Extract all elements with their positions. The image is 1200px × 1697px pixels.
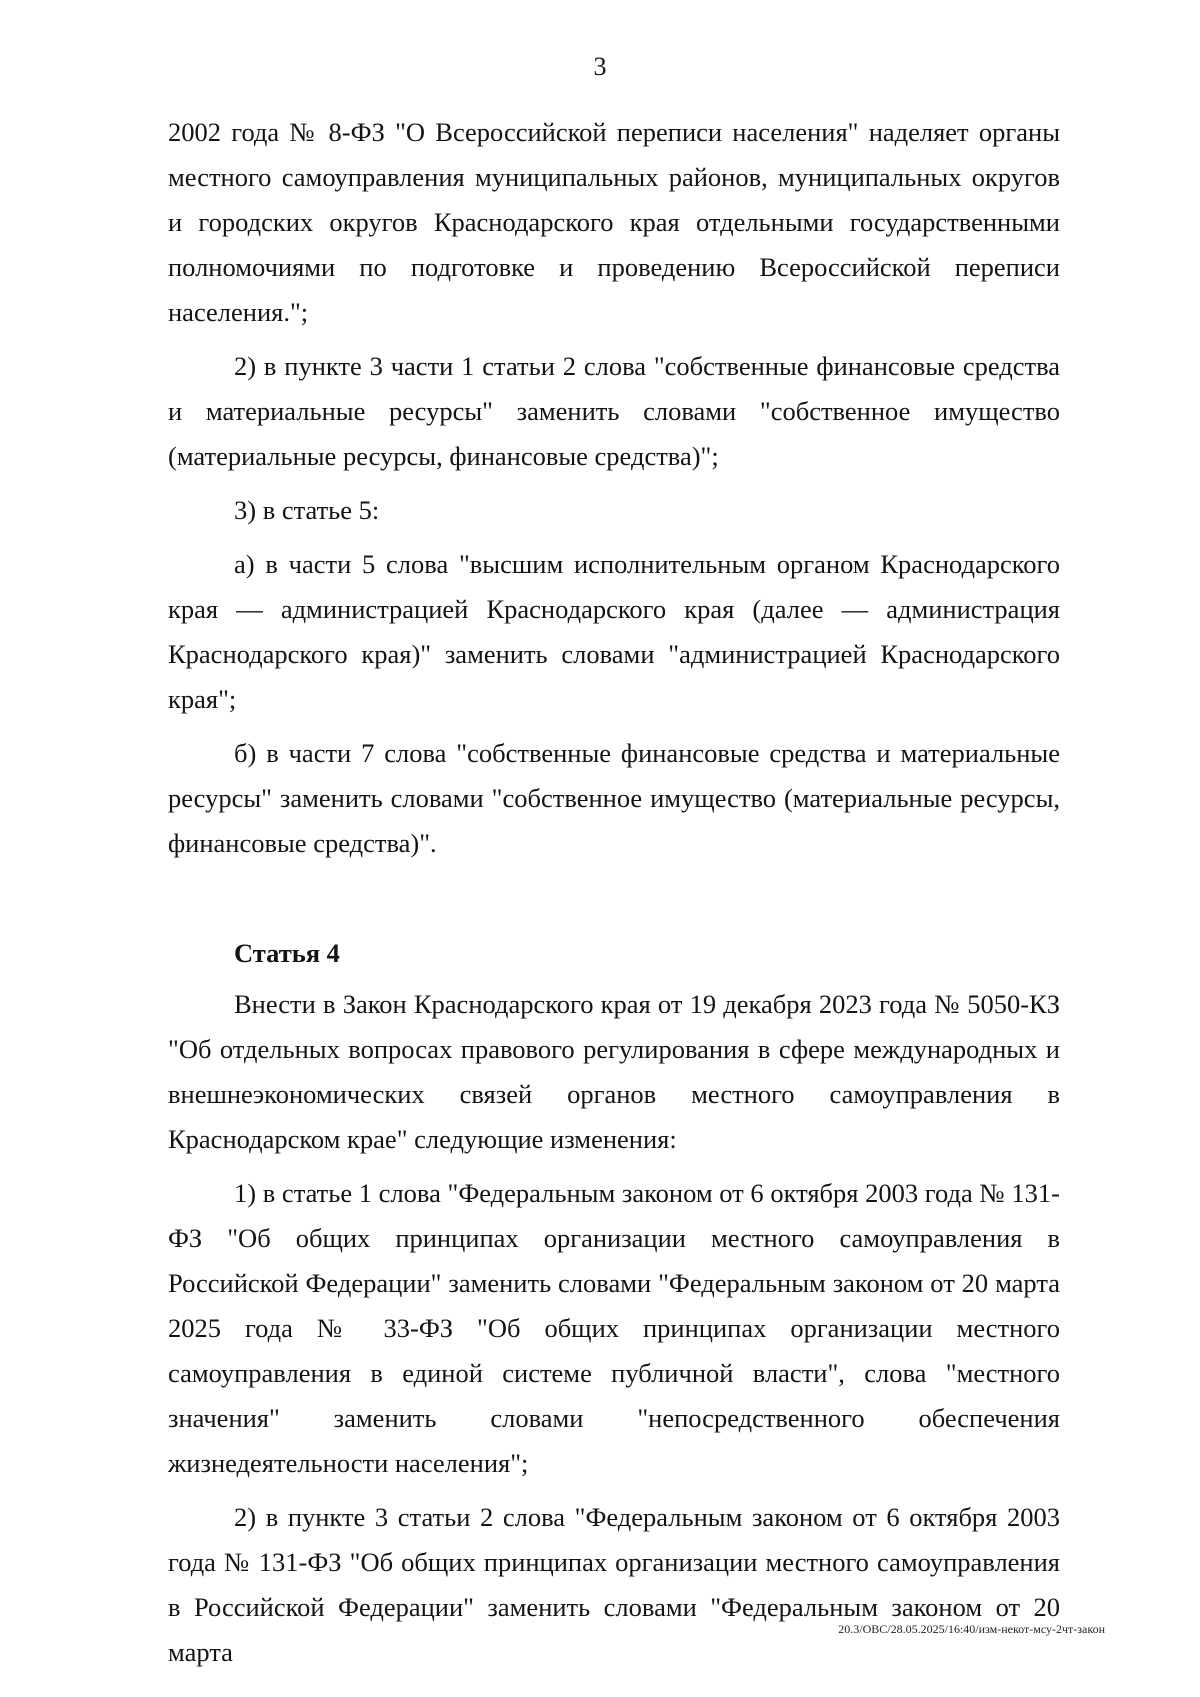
document-footer-code: 20.3/ОВС/28.05.2025/16:40/изм-некот-мсу-2чт-закон [838,1622,1105,1636]
paragraph-item-2: 2) в пункте 3 части 1 статьи 2 слова "собственные финансовые средства и материальные ресурсы" заменить словами "собственное имущество (материальные ресурсы, финансовые средства)"; [168,351,1060,471]
paragraph-article-item-1: 1) в статье 1 слова "Федеральным законом от 6 октября 2003 года № 131-ФЗ "Об общих принципах организации местного самоуправления в Российской Федерации" заменить словами "Федеральным законом от 20 марта 2025 года № 33-ФЗ "Об общих принципах организации местного самоуправления в единой системе публичной власти", слова "местного значения" заменить словами "непосредственного обеспечения жизнедеятельности населения"; [168,1178,1060,1478]
paragraph-subitem-a: а) в части 5 слова "высшим исполнительным органом Краснодарского края — администрацией Краснодарского края (далее — администрация Краснодарского края)" заменить словами "администрацией Краснодарского края"; [168,549,1060,714]
article-heading: Статья 4 [234,938,340,968]
paragraph-article-item-2: 2) в пункте 3 статьи 2 слова "Федеральным законом от 6 октября 2003 года № 131-ФЗ "Об общих принципах организации местного самоуправления в Российской Федерации" заменить словами "Федеральным законом от 20 марта [168,1502,1060,1667]
paragraph-continuation: 2002 года № 8-ФЗ "О Всероссийской переписи населения" наделяет органы местного самоуправления муниципальных районов, муниципальных округов и городских округов Краснодарского края отдельными государственными полномочиями по подготовке и проведению Всероссийской переписи населения."; [168,117,1060,327]
page-number: 3 [593,52,607,81]
paragraph-subitem-b: б) в части 7 слова "собственные финансовые средства и материальные ресурсы" заменить словами "собственное имущество (материальные ресурсы, финансовые средства)". [168,738,1060,858]
paragraph-article-intro: Внести в Закон Краснодарского края от 19 декабря 2023 года № 5050-КЗ "Об отдельных вопросах правового регулирования в сфере международных и внешнеэкономических связей органов местного самоуправления в Краснодарском крае" следующие изменения: [168,989,1060,1154]
paragraph-item-3: 3) в статье 5: [234,495,380,525]
document-body [168,110,1060,1675]
